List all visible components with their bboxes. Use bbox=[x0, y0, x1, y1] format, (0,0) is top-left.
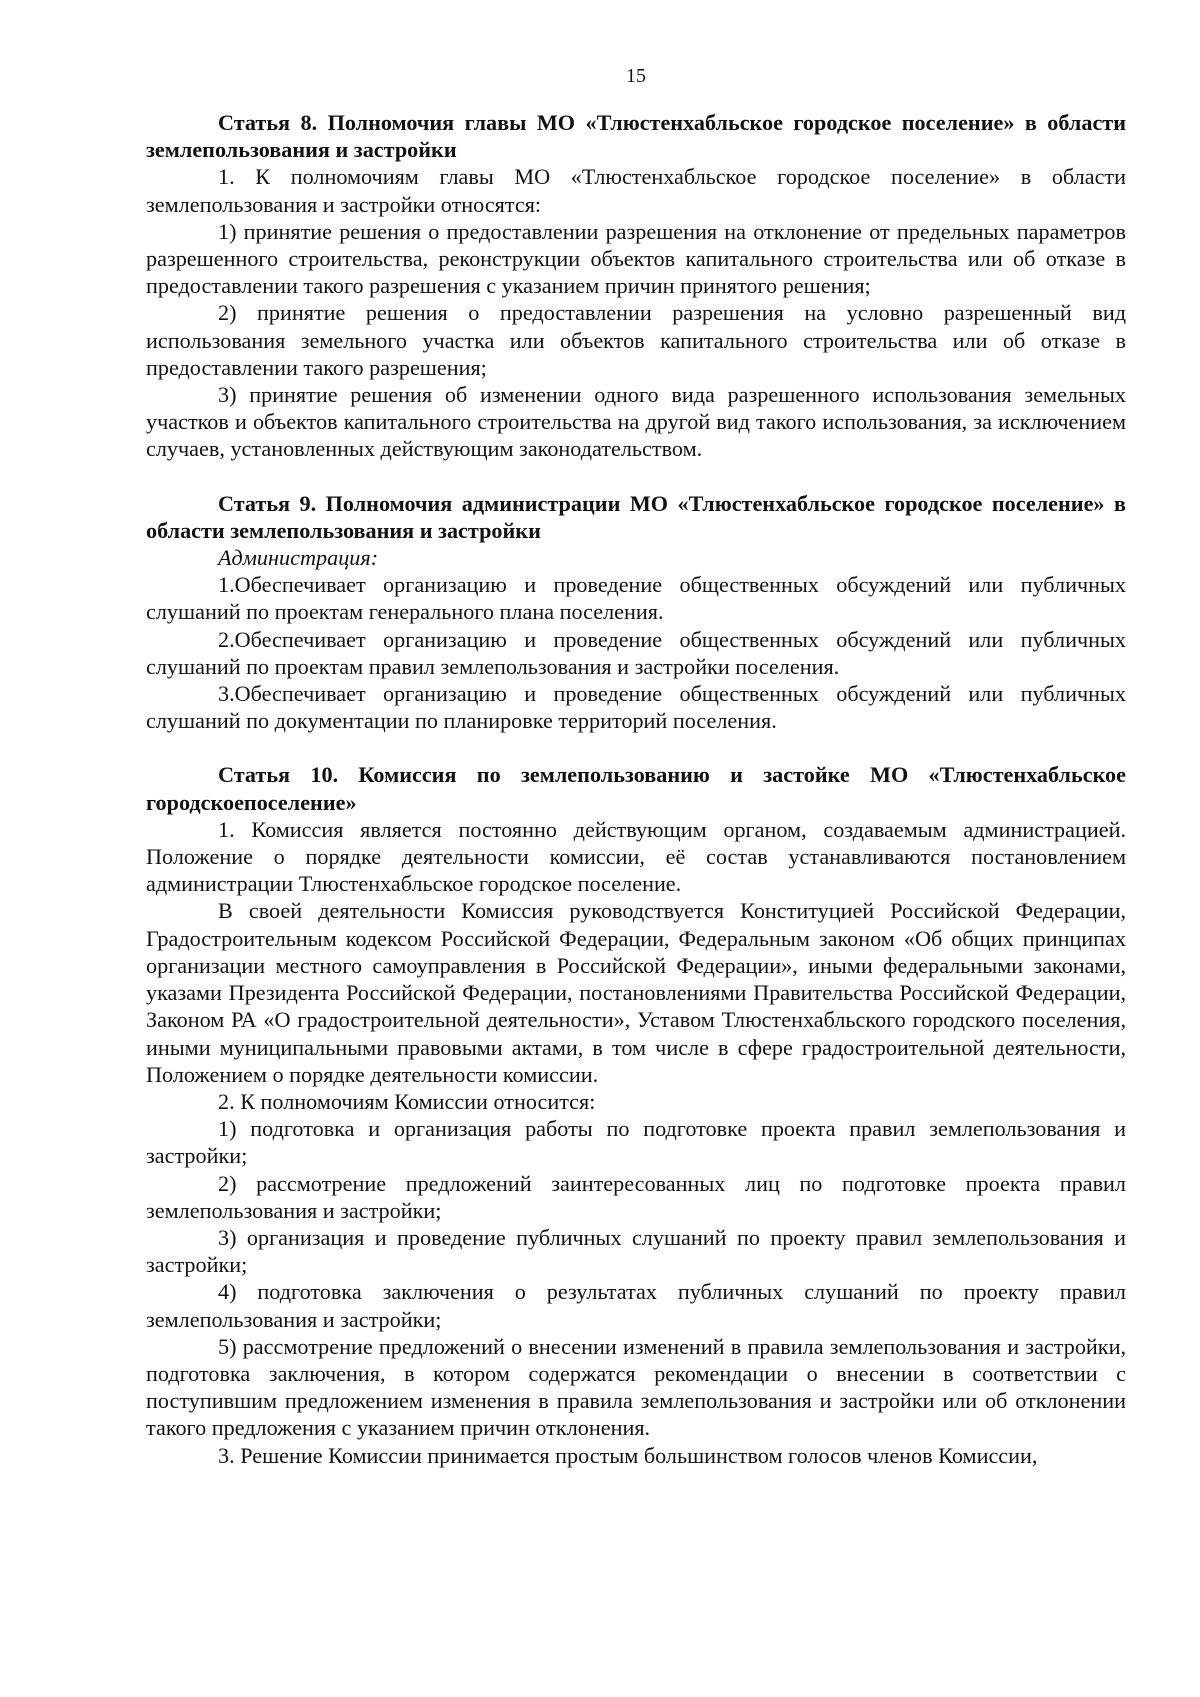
document-page bbox=[146, 64, 1126, 1469]
article-9-paragraph: 3.Обеспечивает организацию и проведение общественных обсуждений или публичных слушаний по документации по планировке территорий поселения. bbox=[146, 681, 1126, 734]
article-9-subhead: Администрация: bbox=[218, 545, 379, 571]
article-8 bbox=[146, 109, 1126, 463]
article-8-paragraph: 1) принятие решения о предоставлении разрешения на отклонение от предельных параметров разрешенного строительства, реконструкции объектов капитального строительства или об отказе в предоставлении такого разрешения с указанием причин принятого решения; bbox=[146, 218, 1126, 299]
article-9-paragraph: 2.Обеспечивает организацию и проведение общественных обсуждений или публичных слушаний по проектам правил землепользования и застройки поселения. bbox=[146, 626, 1126, 679]
article-10-paragraph: 3) организация и проведение публичных слушаний по проекту правил землепользования и застройки; bbox=[146, 1224, 1126, 1278]
page-number: 15 bbox=[626, 65, 646, 87]
article-9-title: Статья 9. Полномочия администрации МО «Тлюстенхабльское городское поселение» в области землепользования и застройки bbox=[146, 490, 1126, 543]
article-10-paragraph: В своей деятельности Комиссия руководствуется Конституцией Российской Федерации, Градостроительным кодексом Российской Федерации, Федеральным законом «Об общих принципах организации местного самоуправления в Российской Федерации», иными федеральными законами, указами Президента Российской Федерации, постановлениями Правительства Российской Федерации, Законом РА «О градостроительной деятельности», Уставом Тлюстенхабльского городского поселения, иными муниципальными правовыми актами, в том числе в сфере градостроительной деятельности, Положением о порядке деятельности комиссии. bbox=[146, 898, 1126, 1087]
article-10-paragraph: 2) рассмотрение предложений заинтересованных лиц по подготовке проекта правил землепользования и застройки; bbox=[146, 1170, 1126, 1223]
article-8-paragraph: 2) принятие решения о предоставлении разрешения на условно разрешенный вид использования земельного участка или объектов капитального строительства или об отказе в предоставлении такого разрешения; bbox=[146, 300, 1126, 380]
article-10-paragraph: 1) подготовка и организация работы по подготовке проекта правил землепользования и застройки; bbox=[146, 1116, 1126, 1169]
article-10-paragraph: 1. Комиссия является постоянно действующим органом, создаваемым администрацией. Положение о порядке деятельности комиссии, её состав устанавливаются постановлением администрации Тлюстенхабльское городское поселение. bbox=[146, 816, 1126, 897]
article-10-paragraph: 3. Решение Комиссии принимается простым большинством голосов членов Комиссии, bbox=[218, 1442, 1038, 1468]
article-8-paragraph: 1. К полномочиям главы МО «Тлюстенхабльское городское поселение» в области землепользования и застройки относятся: bbox=[146, 164, 1126, 217]
article-8-title: Статья 8. Полномочия главы МО «Тлюстенхабльское городское поселение» в области землепользования и застройки bbox=[146, 110, 1126, 163]
article-10-paragraph: 4) подготовка заключения о результатах публичных слушаний по проекту правил землепользования и застройки; bbox=[146, 1279, 1126, 1332]
article-10-paragraph: 2. К полномочиям Комиссии относится: bbox=[218, 1088, 596, 1114]
article-8-paragraph: 3) принятие решения об изменении одного вида разрешенного использования земельных участков и объектов капитального строительства на другой вид такого использования, за исключением случаев, установленных действующим законодательством. bbox=[146, 382, 1126, 462]
article-10-title: Статья 10. Комиссия по землепользованию и застойке МО «Тлюстенхабльское городскоепоселение» bbox=[146, 762, 1126, 815]
article-9 bbox=[146, 490, 1126, 735]
article-9-paragraph: 1.Обеспечивает организацию и проведение общественных обсуждений или публичных слушаний по проектам генерального плана поселения. bbox=[146, 572, 1126, 625]
article-10-paragraph: 5) рассмотрение предложений о внесении изменений в правила землепользования и застройки, подготовка заключения, в котором содержатся рекомендации о внесении в соответствии с поступившим предложением изменения в правила землепользования и застройки или об отклонении такого предложения с указанием причин отклонения. bbox=[146, 1333, 1126, 1441]
article-10 bbox=[146, 761, 1126, 1468]
